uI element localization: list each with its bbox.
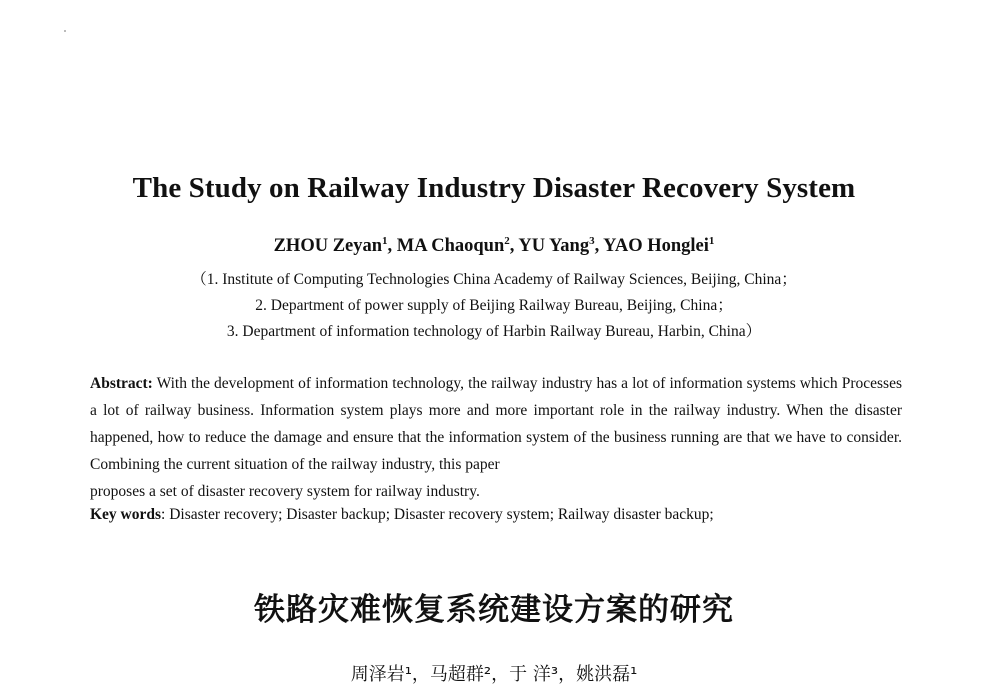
author-affiliation-mark: 1 <box>382 235 388 247</box>
keywords-label: Key words <box>90 506 162 523</box>
abstract-paragraph <box>90 370 902 505</box>
abstract-last-line: proposes a set of disaster recovery system for railway industry. <box>90 483 480 500</box>
author-separator: , <box>594 236 604 256</box>
scan-speck <box>64 30 66 32</box>
author-affiliation-mark: 3 <box>589 235 595 247</box>
abstract-label: Abstract: <box>90 375 153 392</box>
keywords-body: : Disaster recovery; Disaster backup; Disaster recovery system; Railway disaster backup; <box>161 506 714 523</box>
chinese-author-list: 周泽岩¹，马超群²，于 洋³，姚洪磊¹ <box>350 664 638 685</box>
affiliation-line-3: 3. Department of information technology of Harbin Railway Bureau, Harbin, China） <box>226 323 762 340</box>
affiliation-line-2: 2. Department of power supply of Beijing Railway Bureau, Beijing, China； <box>255 297 733 314</box>
paper-title: The Study on Railway Industry Disaster Recovery System <box>132 172 856 204</box>
author-name: ZHOU Zeyan <box>273 236 383 256</box>
author-separator: , <box>387 236 397 256</box>
author-affiliation-mark: 1 <box>708 235 715 247</box>
keywords-line <box>90 506 902 524</box>
affiliation-line-1: （1. Institute of Computing Technologies China Academy of Railway Sciences, Beijing, China； <box>191 271 797 288</box>
author-name: MA Chaoqun <box>396 236 505 256</box>
author-name: YAO Honglei <box>603 236 709 256</box>
abstract-body: With the development of information technology, the railway industry has a lot of information systems which Processes a lot of railway business. Information system plays more and more important role in the railway industry. When the disaster happened, how to reduce the damage and ensure that the information system of the business running are that we have to consider. Combining the current situation of the railway industry, this paper <box>90 375 902 473</box>
author-name: YU Yang <box>518 236 590 256</box>
author-list <box>0 236 988 257</box>
author-separator: , <box>509 236 519 256</box>
chinese-title: 铁路灾难恢复系统建设方案的研究 <box>254 592 734 628</box>
author-affiliation-mark: 2 <box>504 235 510 247</box>
